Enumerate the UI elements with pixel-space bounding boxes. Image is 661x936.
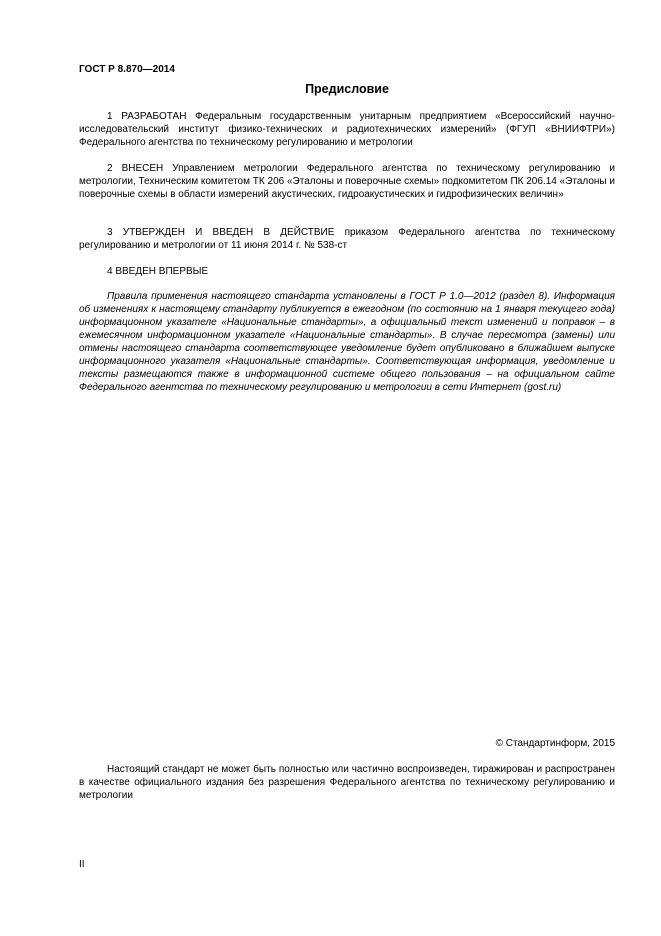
paragraph-1: 1 РАЗРАБОТАН Федеральным государственным унитарным предприятием «Всероссийский научно-исследовательский институт физико-технических и радиотехнических измерений» (ФГУП «ВНИИФТРИ») Федерального агентства по техническому регулированию и метрологии (79, 111, 615, 148)
page-number: II (79, 859, 85, 870)
italic-note: Правила применения настоящего стандарта установлены в ГОСТ Р 1.0—2012 (раздел 8). Информация об изменениях к настоящему стандарту публикуется в ежегодном (по состоянию на 1 января текущего года) информационном указателе «Национальные стандарты», а официальный текст изменений и поправок – в ежемесячном информационном указателе «Национальные стандарты». В случае пересмотра (замены) или отмены настоящего стандарта соответствующее уведомление будет опубликовано в ближайшем выпуске информационного указателя «Национальные стандарты». Соответствующая информация, уведомление и тексты размещаются также в информационной системе общего пользования – на официальном сайте Федерального агентства по техническому регулированию и метрологии в сети Интернет (gost.ru) (79, 291, 615, 393)
paragraph-4: 4 ВВЕДЕН ВПЕРВЫЕ (107, 266, 209, 277)
paragraph-2: 2 ВНЕСЕН Управлением метрологии Федерального агентства по техническому регулированию и метрологии, Техническим комитетом ТК 206 «Эталоны и поверочные схемы» подкомитетом ПК 206.14 «Эталоны и поверочные схемы в области измерений акустических, гидроакустических и гидрофизических величин» (79, 163, 615, 200)
paragraph-3: 3 УТВЕРЖДЕН И ВВЕДЕН В ДЕЙСТВИЕ приказом Федерального агентства по техническому регулированию и метрологии от 11 июня 2014 г. № 538-ст (79, 227, 615, 251)
copyright-line: © Стандартинформ, 2015 (495, 738, 615, 749)
document-header: ГОСТ Р 8.870—2014 (79, 64, 175, 75)
reproduction-notice: Настоящий стандарт не может быть полностью или частично воспроизведен, тиражирован и распространен в качестве официального издания без разрешения Федерального агентства по техническому регулированию и метрологии (79, 764, 615, 801)
page-title: Предисловие (305, 82, 389, 96)
